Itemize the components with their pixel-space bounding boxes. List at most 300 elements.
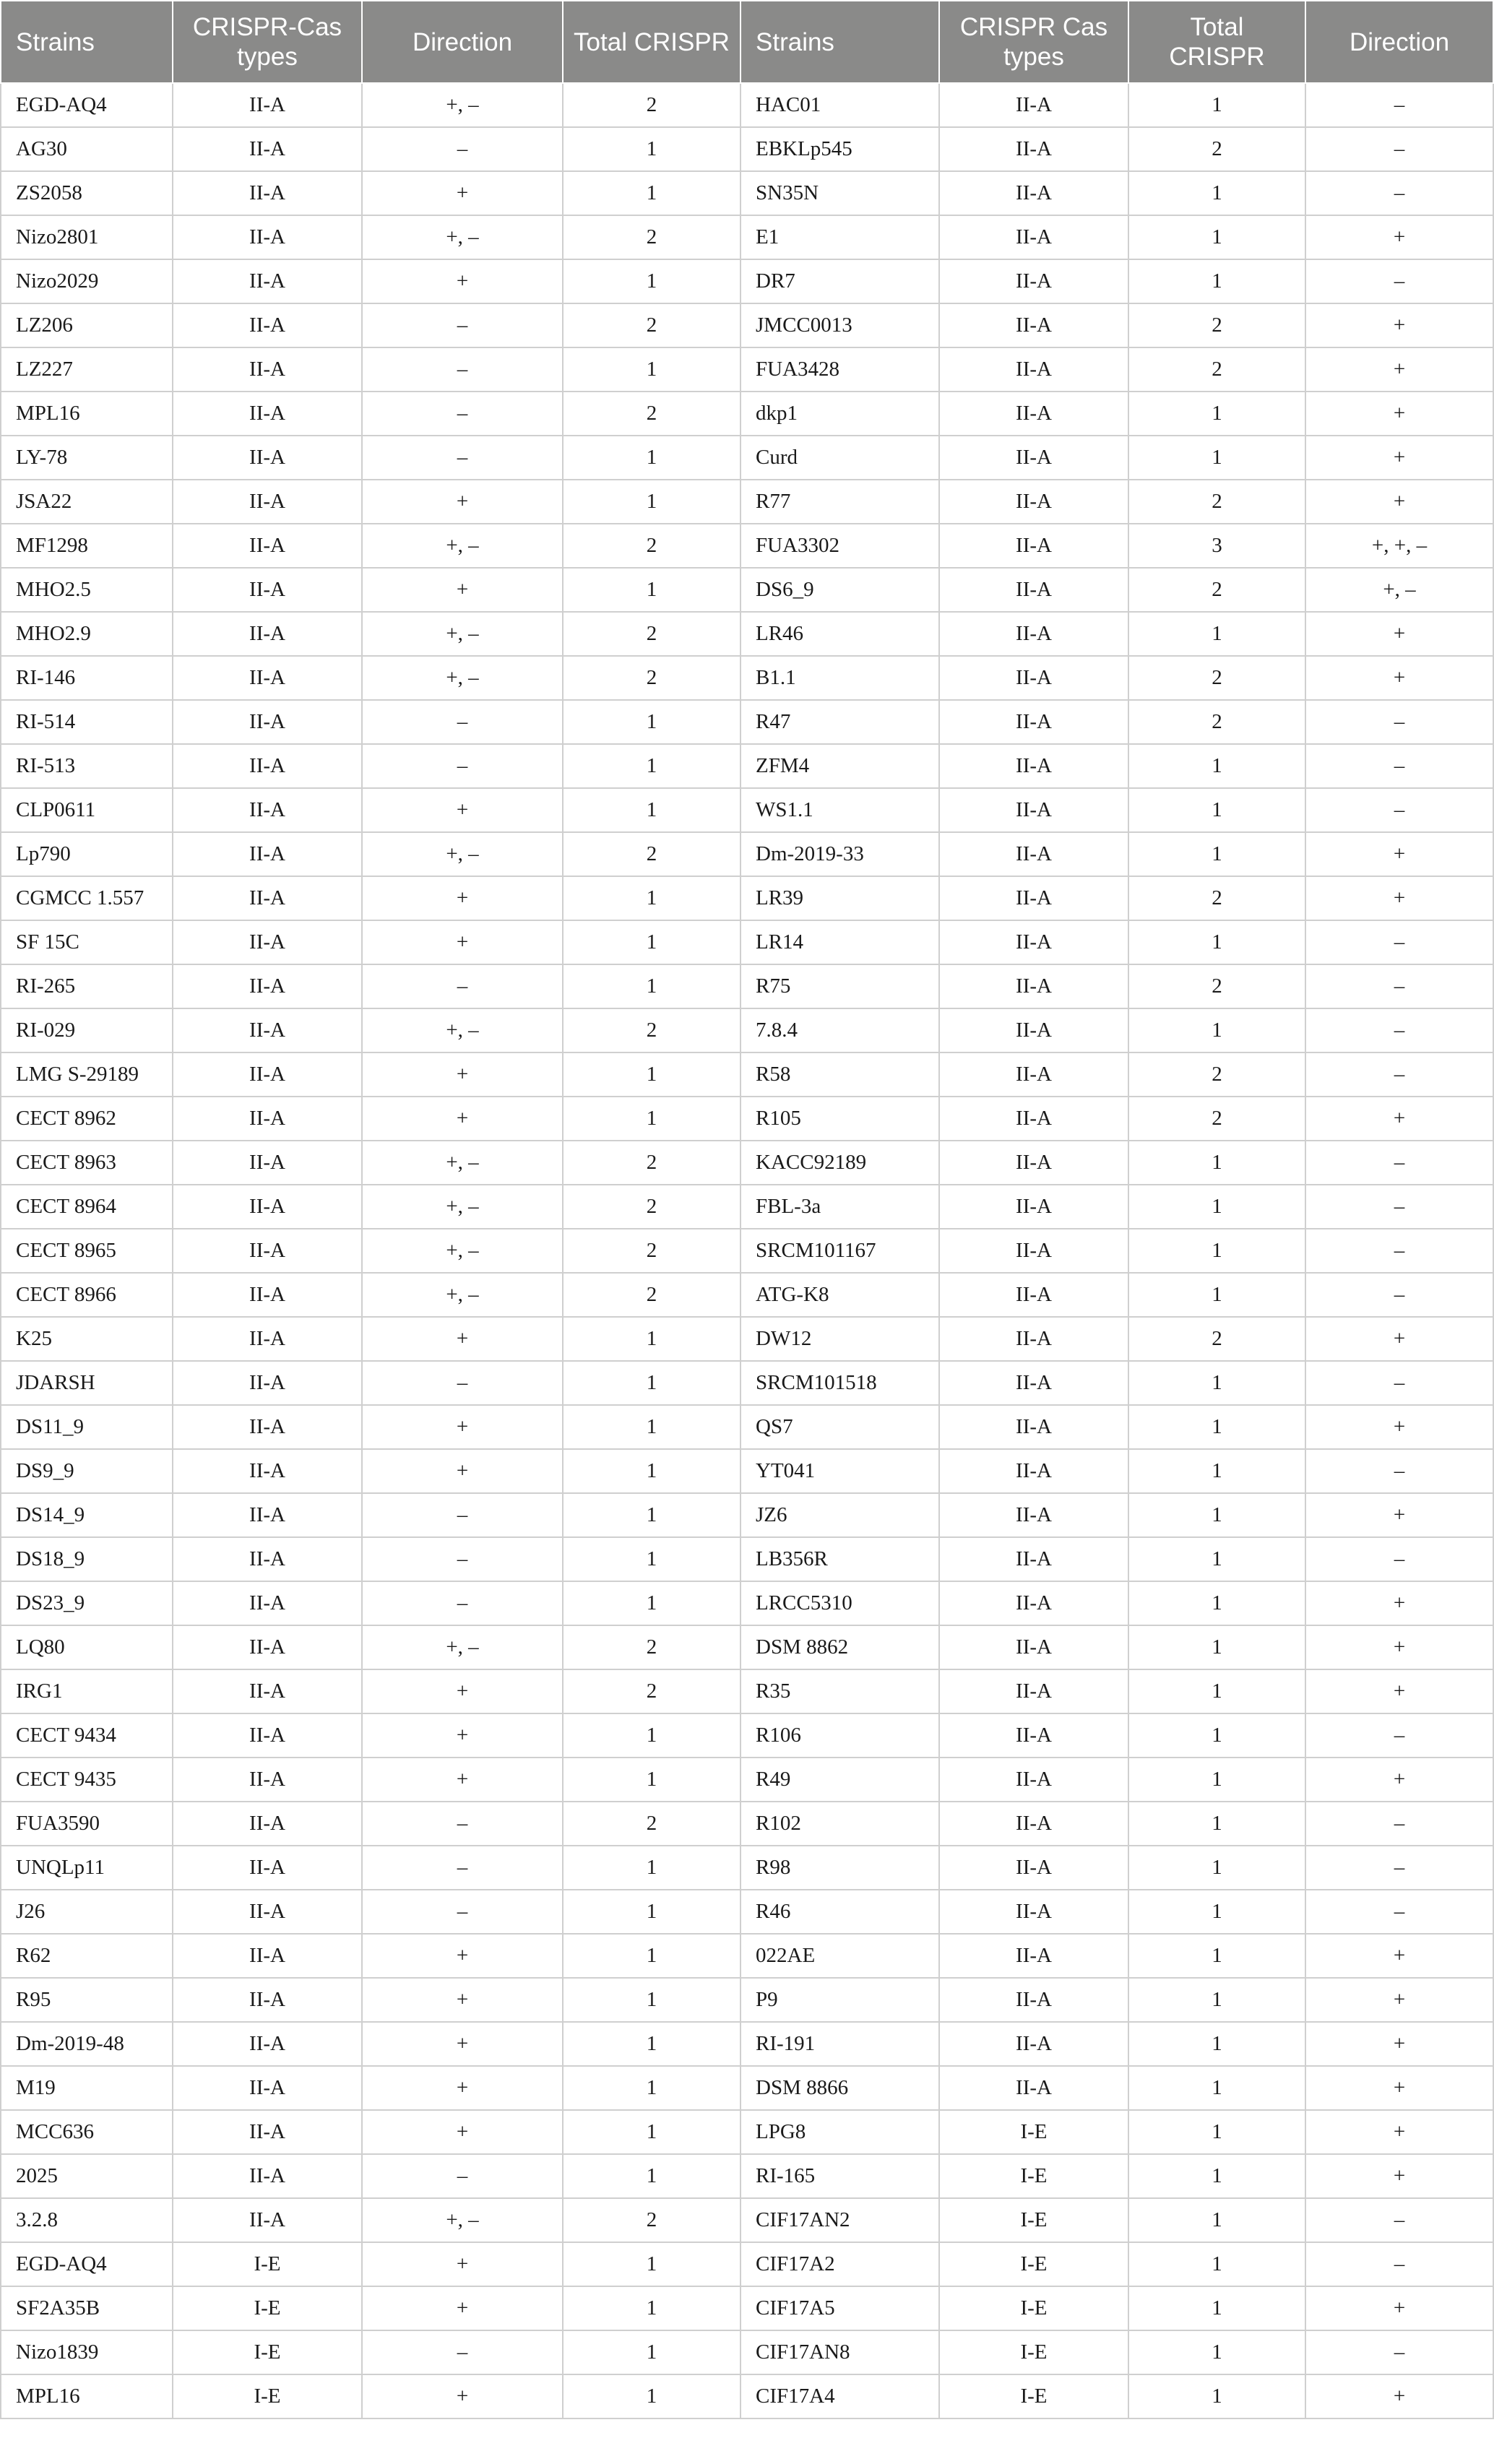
cell-cas-type-left: II-A: [173, 1758, 362, 1802]
cell-total-crispr-left: 2: [563, 215, 740, 259]
cell-direction-right: –: [1305, 700, 1493, 744]
table-row: [1, 744, 1493, 788]
cell-strain-right: YT041: [740, 1449, 939, 1493]
table-row: [1, 1052, 1493, 1097]
cell-direction-right: +: [1305, 1625, 1493, 1669]
table-row: [1, 1097, 1493, 1141]
cell-direction-left: +, –: [362, 1008, 563, 1052]
cell-total-crispr-left: 1: [563, 2242, 740, 2286]
cell-strain-left: ZS2058: [1, 171, 173, 215]
cell-strain-right: FUA3302: [740, 524, 939, 568]
cell-total-crispr-right: 1: [1128, 2286, 1305, 2330]
header-total-crispr-right: Total CRISPR: [1128, 1, 1305, 83]
cell-total-crispr-left: 2: [563, 832, 740, 876]
cell-cas-type-right: II-A: [939, 259, 1128, 303]
cell-total-crispr-right: 1: [1128, 1846, 1305, 1890]
cell-direction-left: +, –: [362, 1625, 563, 1669]
cell-cas-type-left: II-A: [173, 2022, 362, 2066]
cell-total-crispr-right: 1: [1128, 612, 1305, 656]
cell-direction-right: +: [1305, 2022, 1493, 2066]
cell-cas-type-right: II-A: [939, 1978, 1128, 2022]
cell-total-crispr-right: 1: [1128, 1934, 1305, 1978]
cell-direction-left: +: [362, 2022, 563, 2066]
table-row: [1, 392, 1493, 436]
cell-total-crispr-right: 1: [1128, 436, 1305, 480]
header-strains-left: Strains: [1, 1, 173, 83]
cell-total-crispr-left: 1: [563, 127, 740, 171]
cell-cas-type-right: II-A: [939, 1758, 1128, 1802]
cell-direction-right: –: [1305, 788, 1493, 832]
cell-cas-type-left: II-A: [173, 1669, 362, 1713]
cell-direction-left: +, –: [362, 215, 563, 259]
cell-strain-left: LZ227: [1, 347, 173, 392]
cell-direction-right: +: [1305, 215, 1493, 259]
table-row: [1, 700, 1493, 744]
cell-strain-left: DS11_9: [1, 1405, 173, 1449]
cell-direction-right: +: [1305, 656, 1493, 700]
table-row: [1, 1317, 1493, 1361]
cell-direction-right: –: [1305, 1185, 1493, 1229]
cell-total-crispr-left: 1: [563, 788, 740, 832]
cell-total-crispr-left: 1: [563, 700, 740, 744]
cell-cas-type-right: I-E: [939, 2154, 1128, 2198]
cell-strain-right: SRCM101518: [740, 1361, 939, 1405]
cell-cas-type-left: II-A: [173, 1934, 362, 1978]
cell-direction-left: +, –: [362, 2198, 563, 2242]
cell-total-crispr-right: 2: [1128, 347, 1305, 392]
cell-cas-type-right: I-E: [939, 2286, 1128, 2330]
cell-strain-left: 3.2.8: [1, 2198, 173, 2242]
cell-strain-right: HAC01: [740, 83, 939, 127]
cell-cas-type-left: II-A: [173, 2110, 362, 2154]
cell-strain-right: 7.8.4: [740, 1008, 939, 1052]
cell-total-crispr-right: 1: [1128, 1449, 1305, 1493]
cell-direction-right: –: [1305, 2242, 1493, 2286]
table-row: [1, 215, 1493, 259]
cell-strain-right: WS1.1: [740, 788, 939, 832]
cell-direction-left: +, –: [362, 1229, 563, 1273]
cell-strain-left: J26: [1, 1890, 173, 1934]
cell-total-crispr-left: 2: [563, 1669, 740, 1713]
cell-cas-type-left: II-A: [173, 1229, 362, 1273]
cell-cas-type-left: II-A: [173, 568, 362, 612]
cell-strain-right: RI-191: [740, 2022, 939, 2066]
cell-direction-left: +: [362, 1405, 563, 1449]
cell-cas-type-right: II-A: [939, 788, 1128, 832]
cell-total-crispr-right: 1: [1128, 1493, 1305, 1537]
cell-strain-left: CECT 9434: [1, 1713, 173, 1758]
cell-total-crispr-right: 1: [1128, 1405, 1305, 1449]
cell-total-crispr-right: 1: [1128, 1141, 1305, 1185]
cell-strain-left: SF 15C: [1, 920, 173, 964]
table-row: [1, 1229, 1493, 1273]
table-row: [1, 1978, 1493, 2022]
table-row: [1, 83, 1493, 127]
table-row: [1, 303, 1493, 347]
cell-total-crispr-left: 1: [563, 1361, 740, 1405]
cell-direction-left: –: [362, 1846, 563, 1890]
table-row: [1, 1361, 1493, 1405]
cell-cas-type-right: II-A: [939, 832, 1128, 876]
cell-strain-left: DS18_9: [1, 1537, 173, 1581]
cell-total-crispr-right: 1: [1128, 832, 1305, 876]
cell-total-crispr-right: 1: [1128, 1802, 1305, 1846]
cell-direction-right: –: [1305, 1273, 1493, 1317]
cell-strain-right: LR46: [740, 612, 939, 656]
cell-cas-type-right: II-A: [939, 347, 1128, 392]
cell-strain-right: B1.1: [740, 656, 939, 700]
cell-total-crispr-right: 2: [1128, 1097, 1305, 1141]
cell-strain-left: MF1298: [1, 524, 173, 568]
cell-strain-right: R58: [740, 1052, 939, 1097]
cell-strain-left: FUA3590: [1, 1802, 173, 1846]
cell-total-crispr-left: 1: [563, 2022, 740, 2066]
table-row: [1, 832, 1493, 876]
table-row: [1, 1405, 1493, 1449]
cell-direction-right: –: [1305, 1052, 1493, 1097]
cell-direction-right: +: [1305, 347, 1493, 392]
cell-total-crispr-left: 2: [563, 1185, 740, 1229]
cell-total-crispr-left: 1: [563, 2154, 740, 2198]
cell-total-crispr-left: 2: [563, 524, 740, 568]
cell-direction-left: +: [362, 2286, 563, 2330]
cell-strain-left: CECT 8965: [1, 1229, 173, 1273]
cell-cas-type-right: II-A: [939, 127, 1128, 171]
cell-cas-type-left: II-A: [173, 1141, 362, 1185]
cell-direction-left: +: [362, 2110, 563, 2154]
cell-total-crispr-left: 1: [563, 1052, 740, 1097]
cell-direction-left: +: [362, 1978, 563, 2022]
cell-strain-left: R62: [1, 1934, 173, 1978]
cell-strain-right: R106: [740, 1713, 939, 1758]
cell-total-crispr-right: 1: [1128, 2066, 1305, 2110]
cell-total-crispr-left: 1: [563, 744, 740, 788]
cell-cas-type-left: II-A: [173, 524, 362, 568]
table-row: [1, 1934, 1493, 1978]
cell-cas-type-right: II-A: [939, 1141, 1128, 1185]
cell-strain-right: R46: [740, 1890, 939, 1934]
cell-total-crispr-left: 1: [563, 876, 740, 920]
cell-strain-right: CIF17A2: [740, 2242, 939, 2286]
cell-total-crispr-left: 1: [563, 2330, 740, 2374]
cell-cas-type-right: II-A: [939, 480, 1128, 524]
cell-strain-right: ZFM4: [740, 744, 939, 788]
cell-direction-right: –: [1305, 1361, 1493, 1405]
cell-cas-type-right: II-A: [939, 1361, 1128, 1405]
cell-direction-left: +: [362, 568, 563, 612]
cell-cas-type-right: II-A: [939, 1052, 1128, 1097]
cell-total-crispr-left: 1: [563, 1493, 740, 1537]
cell-cas-type-right: II-A: [939, 1493, 1128, 1537]
cell-direction-right: –: [1305, 1846, 1493, 1890]
table-row: [1, 2154, 1493, 2198]
table-row: [1, 568, 1493, 612]
cell-direction-right: +: [1305, 1097, 1493, 1141]
cell-cas-type-left: II-A: [173, 1978, 362, 2022]
cell-strain-right: CIF17AN8: [740, 2330, 939, 2374]
cell-total-crispr-left: 1: [563, 1978, 740, 2022]
cell-direction-right: +: [1305, 832, 1493, 876]
cell-cas-type-right: II-A: [939, 1229, 1128, 1273]
cell-strain-right: LRCC5310: [740, 1581, 939, 1625]
cell-total-crispr-right: 1: [1128, 1758, 1305, 1802]
cell-cas-type-right: II-A: [939, 1537, 1128, 1581]
cell-total-crispr-left: 1: [563, 964, 740, 1008]
cell-cas-type-left: II-A: [173, 1405, 362, 1449]
cell-cas-type-left: II-A: [173, 920, 362, 964]
cell-total-crispr-right: 3: [1128, 524, 1305, 568]
cell-total-crispr-right: 1: [1128, 1008, 1305, 1052]
cell-strain-left: CECT 8964: [1, 1185, 173, 1229]
cell-direction-left: –: [362, 1537, 563, 1581]
cell-direction-right: +: [1305, 2154, 1493, 2198]
cell-direction-right: –: [1305, 1713, 1493, 1758]
cell-cas-type-left: II-A: [173, 788, 362, 832]
cell-strain-right: DSM 8866: [740, 2066, 939, 2110]
cell-cas-type-right: II-A: [939, 1008, 1128, 1052]
table-row: [1, 788, 1493, 832]
cell-cas-type-left: II-A: [173, 964, 362, 1008]
cell-cas-type-right: II-A: [939, 1317, 1128, 1361]
cell-total-crispr-right: 2: [1128, 700, 1305, 744]
cell-direction-right: +: [1305, 1934, 1493, 1978]
cell-cas-type-left: II-A: [173, 1802, 362, 1846]
cell-strain-left: K25: [1, 1317, 173, 1361]
cell-strain-left: LQ80: [1, 1625, 173, 1669]
cell-cas-type-right: II-A: [939, 1273, 1128, 1317]
cell-cas-type-left: II-A: [173, 1052, 362, 1097]
cell-strain-right: FUA3428: [740, 347, 939, 392]
table-row: [1, 1669, 1493, 1713]
cell-direction-left: +, –: [362, 524, 563, 568]
cell-direction-left: –: [362, 303, 563, 347]
cell-direction-left: –: [362, 1361, 563, 1405]
cell-strain-left: 2025: [1, 2154, 173, 2198]
cell-cas-type-left: II-A: [173, 1537, 362, 1581]
cell-cas-type-right: II-A: [939, 1581, 1128, 1625]
cell-direction-left: +: [362, 920, 563, 964]
cell-cas-type-right: II-A: [939, 1185, 1128, 1229]
cell-total-crispr-right: 2: [1128, 303, 1305, 347]
cell-direction-right: +: [1305, 2374, 1493, 2418]
cell-strain-right: JZ6: [740, 1493, 939, 1537]
cell-total-crispr-right: 1: [1128, 2198, 1305, 2242]
cell-cas-type-right: II-A: [939, 876, 1128, 920]
cell-total-crispr-left: 1: [563, 1581, 740, 1625]
cell-total-crispr-left: 1: [563, 2286, 740, 2330]
table-row: [1, 2110, 1493, 2154]
cell-direction-left: +: [362, 1669, 563, 1713]
cell-total-crispr-right: 1: [1128, 171, 1305, 215]
cell-cas-type-right: I-E: [939, 2242, 1128, 2286]
table-row: [1, 2286, 1493, 2330]
cell-cas-type-right: II-A: [939, 215, 1128, 259]
cell-direction-right: –: [1305, 1008, 1493, 1052]
cell-total-crispr-left: 1: [563, 1405, 740, 1449]
cell-strain-left: IRG1: [1, 1669, 173, 1713]
cell-total-crispr-right: 2: [1128, 480, 1305, 524]
header-row: [1, 1, 1493, 83]
cell-strain-right: QS7: [740, 1405, 939, 1449]
cell-cas-type-right: II-A: [939, 744, 1128, 788]
cell-cas-type-left: II-A: [173, 1581, 362, 1625]
table-row: [1, 347, 1493, 392]
cell-strain-right: EBKLp545: [740, 127, 939, 171]
cell-strain-left: Nizo1839: [1, 2330, 173, 2374]
cell-total-crispr-left: 1: [563, 2374, 740, 2418]
cell-total-crispr-right: 1: [1128, 259, 1305, 303]
cell-direction-right: –: [1305, 1449, 1493, 1493]
cell-cas-type-right: II-A: [939, 524, 1128, 568]
cell-total-crispr-right: 1: [1128, 1229, 1305, 1273]
cell-direction-right: –: [1305, 1537, 1493, 1581]
cell-cas-type-right: II-A: [939, 392, 1128, 436]
cell-cas-type-left: II-A: [173, 1890, 362, 1934]
cell-direction-right: –: [1305, 2330, 1493, 2374]
cell-cas-type-left: II-A: [173, 480, 362, 524]
cell-direction-right: +: [1305, 1669, 1493, 1713]
cell-strain-left: SF2A35B: [1, 2286, 173, 2330]
cell-strain-right: LR39: [740, 876, 939, 920]
cell-cas-type-right: II-A: [939, 1846, 1128, 1890]
cell-direction-left: +: [362, 1934, 563, 1978]
cell-strain-right: E1: [740, 215, 939, 259]
cell-direction-right: –: [1305, 964, 1493, 1008]
cell-total-crispr-left: 1: [563, 920, 740, 964]
cell-cas-type-right: I-E: [939, 2110, 1128, 2154]
cell-direction-right: –: [1305, 171, 1493, 215]
cell-direction-left: –: [362, 1890, 563, 1934]
cell-total-crispr-right: 1: [1128, 215, 1305, 259]
cell-direction-right: –: [1305, 744, 1493, 788]
cell-cas-type-right: II-A: [939, 1934, 1128, 1978]
cell-cas-type-left: II-A: [173, 1449, 362, 1493]
header-strains-right: Strains: [740, 1, 939, 83]
cell-strain-left: DS14_9: [1, 1493, 173, 1537]
cell-direction-left: +, –: [362, 656, 563, 700]
cell-cas-type-left: II-A: [173, 1097, 362, 1141]
cell-strain-right: dkp1: [740, 392, 939, 436]
table-row: [1, 259, 1493, 303]
cell-strain-left: RI-146: [1, 656, 173, 700]
cell-total-crispr-right: 1: [1128, 744, 1305, 788]
cell-cas-type-left: II-A: [173, 436, 362, 480]
cell-direction-right: –: [1305, 920, 1493, 964]
cell-cas-type-left: II-A: [173, 392, 362, 436]
cell-cas-type-left: II-A: [173, 656, 362, 700]
cell-cas-type-right: II-A: [939, 568, 1128, 612]
cell-total-crispr-left: 1: [563, 1713, 740, 1758]
cell-direction-left: –: [362, 2154, 563, 2198]
cell-strain-right: DR7: [740, 259, 939, 303]
cell-cas-type-right: II-A: [939, 1802, 1128, 1846]
cell-direction-left: –: [362, 700, 563, 744]
cell-cas-type-right: II-A: [939, 1669, 1128, 1713]
cell-total-crispr-right: 1: [1128, 788, 1305, 832]
cell-total-crispr-left: 2: [563, 83, 740, 127]
cell-strain-left: EGD-AQ4: [1, 83, 173, 127]
cell-total-crispr-left: 2: [563, 1008, 740, 1052]
cell-strain-left: MPL16: [1, 2374, 173, 2418]
cell-cas-type-left: II-A: [173, 1361, 362, 1405]
cell-strain-right: R77: [740, 480, 939, 524]
cell-direction-left: –: [362, 744, 563, 788]
cell-total-crispr-left: 1: [563, 2066, 740, 2110]
cell-total-crispr-right: 1: [1128, 83, 1305, 127]
cell-total-crispr-left: 2: [563, 1625, 740, 1669]
table-row: [1, 524, 1493, 568]
cell-total-crispr-left: 1: [563, 1890, 740, 1934]
cell-cas-type-right: II-A: [939, 303, 1128, 347]
cell-direction-left: +: [362, 259, 563, 303]
cell-direction-left: +: [362, 1317, 563, 1361]
cell-direction-left: –: [362, 1802, 563, 1846]
cell-cas-type-left: II-A: [173, 1008, 362, 1052]
table-row: [1, 1625, 1493, 1669]
cell-total-crispr-left: 1: [563, 1317, 740, 1361]
cell-direction-right: –: [1305, 83, 1493, 127]
cell-direction-left: +, –: [362, 1141, 563, 1185]
cell-total-crispr-left: 2: [563, 1141, 740, 1185]
table-row: [1, 1802, 1493, 1846]
cell-cas-type-left: II-A: [173, 1493, 362, 1537]
cell-direction-left: –: [362, 347, 563, 392]
cell-strain-left: RI-029: [1, 1008, 173, 1052]
cell-strain-right: Dm-2019-33: [740, 832, 939, 876]
cell-strain-right: RI-165: [740, 2154, 939, 2198]
cell-direction-left: +, –: [362, 612, 563, 656]
cell-direction-left: +: [362, 480, 563, 524]
table-row: [1, 1141, 1493, 1185]
table-row: [1, 964, 1493, 1008]
cell-total-crispr-left: 1: [563, 347, 740, 392]
cell-direction-left: +: [362, 1449, 563, 1493]
cell-direction-right: +: [1305, 1758, 1493, 1802]
cell-direction-right: –: [1305, 1229, 1493, 1273]
cell-direction-left: +: [362, 1758, 563, 1802]
header-cas-types-right: CRISPR Cas types: [939, 1, 1128, 83]
cell-total-crispr-left: 1: [563, 1758, 740, 1802]
header-direction-left: Direction: [362, 1, 563, 83]
cell-strain-left: Nizo2801: [1, 215, 173, 259]
cell-cas-type-left: II-A: [173, 612, 362, 656]
cell-direction-right: +: [1305, 392, 1493, 436]
cell-direction-left: –: [362, 1493, 563, 1537]
cell-total-crispr-left: 2: [563, 303, 740, 347]
cell-cas-type-left: II-A: [173, 700, 362, 744]
table-row: [1, 1758, 1493, 1802]
cell-strain-left: DS9_9: [1, 1449, 173, 1493]
cell-strain-left: MHO2.9: [1, 612, 173, 656]
table-row: [1, 480, 1493, 524]
cell-strain-right: R47: [740, 700, 939, 744]
cell-cas-type-right: I-E: [939, 2198, 1128, 2242]
table-row: [1, 1185, 1493, 1229]
cell-cas-type-right: II-A: [939, 436, 1128, 480]
cell-cas-type-left: II-A: [173, 744, 362, 788]
cell-strain-right: LR14: [740, 920, 939, 964]
cell-direction-right: –: [1305, 1890, 1493, 1934]
cell-strain-left: RI-265: [1, 964, 173, 1008]
cell-strain-left: R95: [1, 1978, 173, 2022]
table-row: [1, 1581, 1493, 1625]
cell-total-crispr-right: 1: [1128, 1361, 1305, 1405]
cell-direction-right: +: [1305, 1493, 1493, 1537]
cell-total-crispr-left: 1: [563, 1846, 740, 1890]
table-row: [1, 920, 1493, 964]
cell-total-crispr-left: 2: [563, 392, 740, 436]
table-body: [1, 83, 1493, 2418]
